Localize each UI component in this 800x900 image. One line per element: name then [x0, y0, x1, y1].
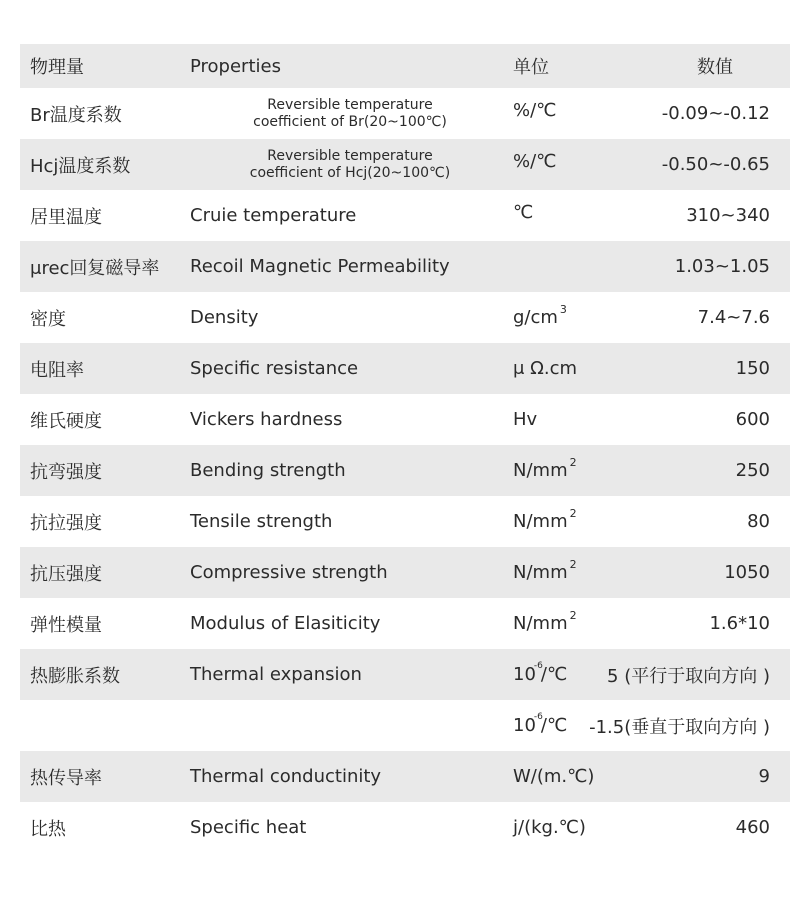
row-value: 80	[747, 511, 770, 532]
header-unit: 单位	[513, 57, 549, 78]
row-unit: ℃	[513, 202, 534, 223]
row-english-name: Modulus of Elasiticity	[190, 613, 381, 634]
header-chinese-property: 物理量	[30, 57, 84, 78]
row-chinese-name: 抗拉强度	[30, 512, 102, 534]
header-properties: Properties	[190, 55, 281, 77]
row-unit-base: N/mm	[513, 460, 568, 481]
row-value: 5 (平行于取向方向 )	[607, 665, 770, 687]
table-row	[20, 343, 790, 394]
row-unit: μ Ω.cm	[513, 358, 578, 379]
row-chinese-name: 抗弯强度	[30, 461, 102, 483]
row-value: -0.09~-0.12	[661, 103, 770, 124]
table-row	[20, 190, 790, 241]
row-unit-superscript: 2	[569, 507, 577, 520]
row-unit-superscript: -6	[533, 660, 543, 671]
table-row	[20, 88, 790, 139]
table-row	[20, 496, 790, 547]
table-row	[20, 751, 790, 802]
row-english-name: Thermal conductinity	[190, 766, 382, 787]
row-value: 1050	[724, 562, 770, 583]
row-unit-base: g/cm	[513, 307, 558, 328]
row-english-line1: Reversible temperature	[267, 147, 433, 164]
row-english-name: Bending strength	[190, 460, 346, 481]
table-header-row	[20, 44, 790, 88]
row-english-name: Density	[190, 307, 259, 328]
row-chinese-name: 密度	[30, 308, 66, 330]
row-chinese-name: 热传导率	[30, 767, 102, 789]
row-unit-superscript: -6	[533, 711, 543, 722]
row-unit-superscript: 2	[569, 456, 577, 469]
table-row	[20, 139, 790, 190]
table-row	[20, 394, 790, 445]
row-english-name	[190, 139, 510, 190]
row-chinese-name: 抗压强度	[30, 563, 102, 585]
row-english-name: Compressive strength	[190, 562, 388, 583]
row-chinese-name: 居里温度	[30, 206, 102, 228]
row-unit-base: N/mm	[513, 562, 568, 583]
properties-table	[20, 44, 790, 853]
row-unit: %/℃	[513, 151, 557, 172]
row-value: -0.50~-0.65	[661, 154, 770, 175]
row-value: 600	[735, 409, 770, 430]
row-english-line2: coefficient of Hcj(20~100℃)	[249, 164, 451, 181]
row-value: 250	[735, 460, 770, 481]
row-english-name: Specific heat	[190, 817, 307, 838]
row-english-name: Recoil Magnetic Permeability	[190, 256, 450, 277]
row-english-name	[190, 700, 510, 751]
row-chinese-name: 比热	[30, 818, 66, 840]
row-value: 7.4~7.6	[697, 307, 770, 328]
row-chinese-name: Hcj温度系数	[30, 155, 131, 177]
row-unit: Hv	[513, 409, 538, 430]
row-english-name: Cruie temperature	[190, 205, 357, 226]
row-english-name: Vickers hardness	[190, 409, 343, 430]
row-english-name: Specific resistance	[190, 358, 359, 379]
row-english-line1: Reversible temperature	[267, 96, 433, 113]
row-unit: W/(m.℃)	[513, 766, 595, 787]
row-unit-base: 10	[513, 664, 536, 685]
row-chinese-name	[30, 700, 190, 751]
row-english-name: Thermal expansion	[190, 664, 362, 685]
row-chinese-name: 电阻率	[30, 359, 84, 381]
row-chinese-name: Br温度系数	[30, 104, 122, 126]
table-row	[20, 292, 790, 343]
row-value: 1.6*10	[709, 613, 770, 634]
row-value: 310~340	[686, 205, 770, 226]
table-row	[20, 598, 790, 649]
row-value: -1.5(垂直于取向方向 )	[589, 716, 770, 738]
header-value: 数值	[697, 57, 733, 78]
row-chinese-name: μrec回复磁导率	[30, 257, 160, 279]
table-row	[20, 547, 790, 598]
row-value: 460	[735, 817, 770, 838]
row-value: 9	[758, 766, 770, 787]
row-english-line2: coefficient of Br(20~100℃)	[253, 113, 447, 130]
row-english-name: Tensile strength	[190, 511, 333, 532]
table-row	[20, 700, 790, 751]
row-value: 1.03~1.05	[674, 256, 770, 277]
row-english-name	[190, 88, 510, 139]
row-chinese-name: 热膨胀系数	[30, 665, 120, 687]
row-unit-base: 10	[513, 715, 536, 736]
row-value: 150	[735, 358, 770, 379]
row-unit-superscript: 2	[569, 609, 577, 622]
table-row	[20, 802, 790, 853]
row-unit: j/(kg.℃)	[513, 817, 586, 838]
row-unit: %/℃	[513, 100, 557, 121]
row-unit-suffix: /℃	[540, 664, 568, 685]
row-chinese-name: 弹性模量	[30, 614, 102, 636]
row-unit-superscript: 2	[569, 558, 577, 571]
row-chinese-name: 维氏硬度	[30, 410, 102, 432]
row-unit-base: N/mm	[513, 511, 568, 532]
table-row	[20, 241, 790, 292]
table-row	[20, 445, 790, 496]
table-row	[20, 649, 790, 700]
row-unit-base: N/mm	[513, 613, 568, 634]
row-unit-superscript: 3	[559, 303, 567, 316]
row-unit-suffix: /℃	[540, 715, 568, 736]
